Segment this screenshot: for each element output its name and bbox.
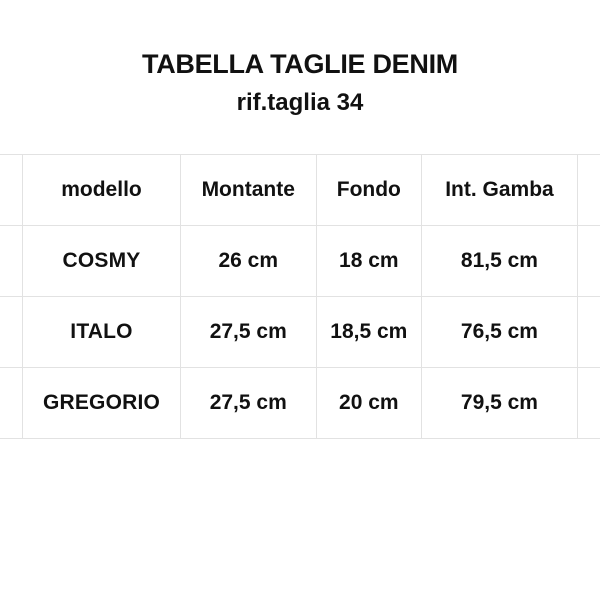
header-spacer-left <box>0 155 23 226</box>
row-spacer-right <box>577 226 600 297</box>
row-spacer-right <box>577 297 600 368</box>
size-table-container <box>0 154 600 439</box>
row-spacer-left <box>0 226 23 297</box>
size-table <box>0 154 600 439</box>
table-header-row <box>0 155 600 226</box>
cell-model: ITALO <box>23 297 181 368</box>
cell-montante: 27,5 cm <box>180 297 316 368</box>
page-title: TABELLA TAGLIE DENIM <box>142 49 458 79</box>
table-row <box>0 297 600 368</box>
table-row <box>0 226 600 297</box>
header-montante: Montante <box>180 155 316 226</box>
cell-model: COSMY <box>23 226 181 297</box>
cell-fondo: 18 cm <box>316 226 422 297</box>
table-row <box>0 368 600 439</box>
row-spacer-left <box>0 368 23 439</box>
cell-int-gamba: 81,5 cm <box>422 226 578 297</box>
header-int-gamba: Int. Gamba <box>422 155 578 226</box>
cell-fondo: 18,5 cm <box>316 297 422 368</box>
cell-montante: 27,5 cm <box>180 368 316 439</box>
cell-montante: 26 cm <box>180 226 316 297</box>
cell-model: GREGORIO <box>23 368 181 439</box>
row-spacer-left <box>0 297 23 368</box>
cell-int-gamba: 76,5 cm <box>422 297 578 368</box>
header-modello: modello <box>23 155 181 226</box>
row-spacer-right <box>577 368 600 439</box>
cell-fondo: 20 cm <box>316 368 422 439</box>
header-spacer-right <box>577 155 600 226</box>
header-fondo: Fondo <box>316 155 422 226</box>
cell-int-gamba: 79,5 cm <box>422 368 578 439</box>
page-subtitle: rif.taglia 34 <box>236 88 364 116</box>
